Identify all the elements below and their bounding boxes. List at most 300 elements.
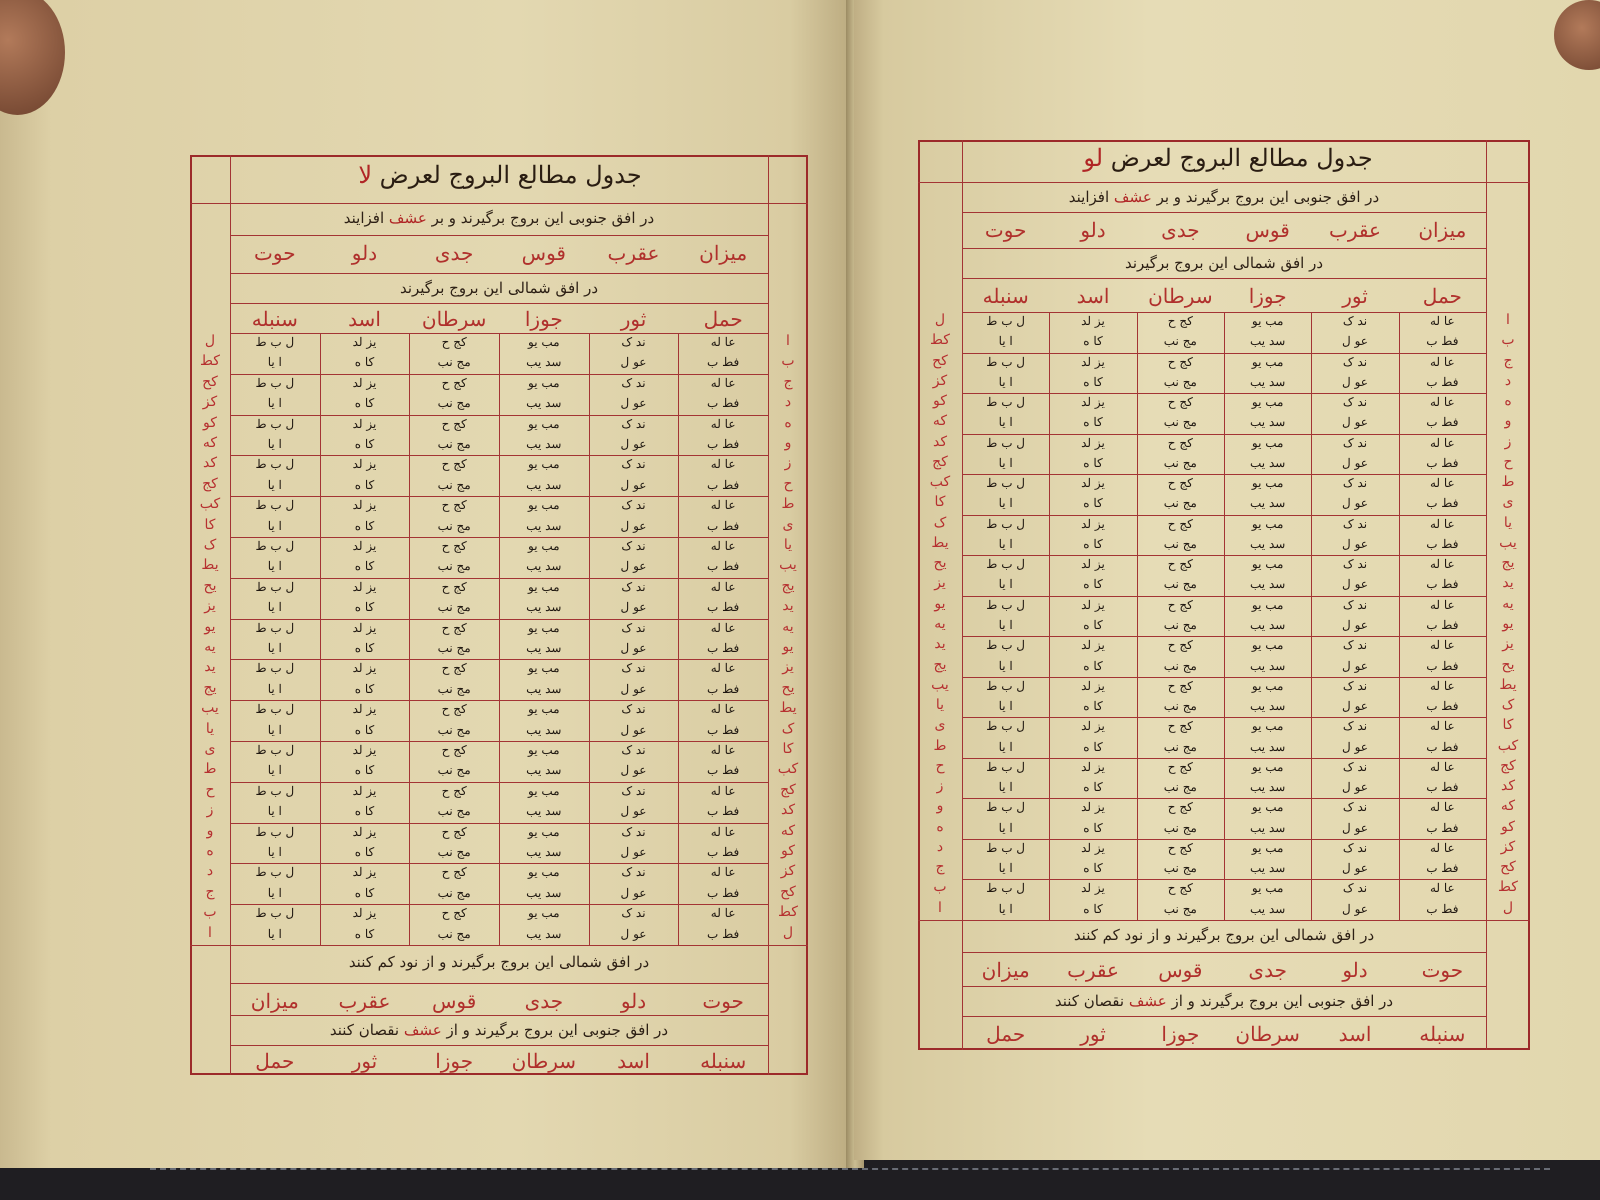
table-cell: فط ب	[1426, 699, 1459, 714]
table-cell: سد یب	[526, 600, 562, 615]
table-cell: ل ب ط	[986, 719, 1026, 734]
table-cell: ا یا	[267, 559, 282, 574]
table-cell: سد یب	[526, 518, 562, 533]
zodiac-sign-label: حوت	[1421, 958, 1464, 982]
table-cell: سد یب	[526, 845, 562, 859]
table-cell: کج ح	[1167, 435, 1193, 450]
degree-label: یه	[782, 618, 794, 635]
table-cell: ل ب ط	[255, 579, 295, 594]
table-cell: یز لد	[1081, 840, 1105, 855]
table-cell: مج نب	[437, 681, 471, 696]
zodiac-sign-label: اسد	[1076, 284, 1110, 308]
table-cell: یز لد	[1081, 597, 1105, 612]
zodiac-sign-label: قوس	[1245, 218, 1290, 242]
table-cell: مج نب	[437, 355, 471, 370]
table-cell: مب یو	[1251, 516, 1284, 531]
table-cell: ل ب ط	[986, 881, 1026, 896]
table-title: جدول مطالع البروج لعرض لا	[358, 161, 642, 189]
table-cell: ل ب ط	[986, 516, 1026, 531]
zodiac-sign-label: جوزا	[1248, 284, 1287, 308]
degree-label: کح	[932, 352, 948, 369]
table-cell: کا ه	[354, 804, 375, 819]
table-cell: یز لد	[1081, 314, 1105, 328]
table-cell: فط ب	[707, 600, 740, 615]
table-cell: کا ه	[1083, 415, 1103, 430]
degree-label: ز	[206, 802, 214, 819]
table-cell: ا یا	[267, 396, 282, 411]
table-cell: عا له	[1429, 354, 1455, 369]
degree-label: کح	[1500, 859, 1516, 876]
table-cell: ا یا	[998, 658, 1013, 673]
zodiac-sign-label: ثور	[620, 307, 647, 331]
zodiac-sign-label: قوس	[521, 241, 566, 265]
table-cell: مب یو	[1251, 476, 1284, 491]
table-cell: ل ب ط	[986, 557, 1026, 572]
table-cell: مب یو	[528, 743, 560, 757]
table-cell: مج نب	[1163, 455, 1197, 470]
table-cell: ا یا	[998, 334, 1013, 349]
table-cell: ل ب ط	[255, 906, 295, 921]
table-cell: ل ب ط	[255, 865, 295, 880]
table-cell: ا یا	[998, 374, 1013, 389]
table-cell: ا یا	[267, 722, 282, 737]
table-cell: کج ح	[1167, 881, 1193, 896]
table-cell: عو ل	[1342, 334, 1368, 349]
thumb-left	[0, 0, 65, 115]
table-cell: کا ه	[1083, 577, 1103, 592]
table-cell: ل ب ط	[255, 375, 295, 390]
degree-label: یو	[204, 618, 216, 635]
table-cell: یز لد	[1081, 354, 1105, 369]
table-cell: ل ب ط	[255, 783, 295, 798]
table-cell: یز لد	[1081, 638, 1105, 653]
table-cell: فط ب	[1426, 861, 1459, 876]
table-cell: یز لد	[1081, 759, 1105, 774]
degree-label: کد	[1500, 778, 1515, 795]
table-cell: سد یب	[1250, 536, 1286, 551]
left-table	[190, 155, 808, 1075]
degree-label: یح	[933, 555, 947, 572]
degree-label: یج	[933, 656, 947, 673]
degree-label: کو	[933, 393, 947, 410]
degree-label: که	[1500, 798, 1516, 815]
table-cell: ند ک	[1342, 759, 1368, 774]
degree-label: کو	[1501, 818, 1515, 835]
table-cell: مج نب	[1163, 861, 1197, 876]
right-margin-degrees	[768, 333, 808, 945]
table-cell: مب یو	[1251, 719, 1284, 734]
table-cell: کج ح	[1167, 759, 1193, 774]
bottom-caption-south: در افق جنوبی این بروج برگیرند و از عشف نقصان کنند	[329, 1021, 669, 1039]
table-cell: مج نب	[437, 600, 471, 615]
table-cell: مج نب	[437, 926, 471, 941]
table-cell: ند ک	[621, 375, 646, 390]
table-cell: عو ل	[620, 845, 647, 859]
table-cell: مب یو	[528, 579, 560, 594]
degree-label: کد	[202, 455, 217, 472]
degree-label: کو	[203, 414, 217, 431]
table-cell: عا له	[710, 620, 736, 635]
table-cell: ل ب ط	[986, 435, 1026, 450]
table-cell: ل ب ط	[986, 759, 1026, 774]
table-cell: فط ب	[1426, 780, 1459, 795]
degree-label: یب	[779, 557, 797, 574]
table-cell: سد یب	[526, 926, 562, 941]
table-cell: عو ل	[620, 763, 647, 778]
table-cell: عو ل	[620, 885, 647, 900]
zodiac-sign-label: حمل	[986, 1022, 1026, 1046]
table-cell: ند ک	[621, 865, 646, 880]
table-cell: کج ح	[1167, 800, 1193, 815]
degree-label: کد	[932, 433, 947, 450]
table-cell: مب یو	[1251, 395, 1284, 410]
table-cell: فط ب	[1426, 739, 1459, 754]
degree-label: و	[206, 822, 214, 839]
degree-label: ج	[205, 883, 215, 900]
zodiac-sign-label: حوت	[702, 989, 744, 1013]
table-cell: ند ک	[1342, 597, 1368, 612]
table-cell: ا یا	[998, 699, 1013, 714]
table-cell: یز لد	[352, 824, 377, 839]
degree-label: یا	[935, 697, 945, 714]
table-cell: ا یا	[998, 780, 1013, 795]
table-cell: عا له	[1429, 678, 1455, 693]
table-cell: یز لد	[352, 416, 377, 431]
table-cell: کا ه	[354, 641, 375, 655]
data-grid	[230, 333, 768, 945]
degree-label: کز	[202, 394, 218, 411]
table-cell: یز لد	[1081, 516, 1105, 531]
table-cell: کا ه	[354, 518, 375, 533]
table-cell: ند ک	[1342, 516, 1368, 531]
degree-label: ا	[938, 899, 942, 916]
table-cell: ل ب ط	[255, 416, 295, 431]
zodiac-sign-label: حوت	[984, 218, 1027, 242]
right-margin-degrees	[1486, 312, 1530, 920]
table-cell: مج نب	[1163, 334, 1197, 349]
table-cell: کج ح	[441, 824, 467, 839]
bottom-caption-north: در افق شمالی این بروج برگیرند و از نود کم کنند	[348, 953, 650, 971]
degree-label: کا	[204, 516, 216, 533]
table-cell: سد یب	[526, 437, 562, 451]
table-cell: سد یب	[526, 722, 562, 737]
table-cell: ل ب ط	[255, 335, 295, 349]
degree-label: ط	[781, 496, 795, 513]
degree-label: کب	[929, 474, 951, 491]
table-cell: عو ل	[1342, 658, 1368, 673]
degree-label: یج	[781, 577, 795, 594]
table-cell: سد یب	[526, 804, 562, 819]
table-cell: کج ح	[441, 702, 467, 717]
table-cell: کج ح	[441, 375, 467, 390]
table-cell: کا ه	[354, 763, 375, 778]
degree-label: ید	[1502, 575, 1514, 592]
table-cell: سد یب	[1250, 820, 1286, 835]
degree-label: ج	[1503, 352, 1513, 369]
table-cell: فط ب	[1426, 374, 1459, 389]
table-cell: یز لد	[1081, 719, 1105, 734]
table-cell: ل ب ط	[255, 661, 295, 676]
table-cell: عو ل	[1342, 618, 1368, 632]
table-cell: عا له	[1429, 759, 1455, 774]
table-cell: ند ک	[621, 702, 646, 717]
table-cell: کج ح	[1167, 678, 1193, 693]
table-cell: عو ل	[1342, 577, 1368, 592]
table-cell: ل ب ط	[255, 498, 295, 513]
table-cell: عا له	[1429, 800, 1455, 815]
table-cell: مج نب	[1163, 658, 1197, 673]
degree-label: کح	[780, 883, 796, 900]
table-cell: مب یو	[1251, 881, 1284, 896]
table-cell: فط ب	[707, 355, 740, 370]
degree-label: یب	[201, 700, 219, 717]
south-sign-row	[230, 243, 768, 263]
degree-label: یز	[204, 598, 216, 615]
degree-label: ب	[933, 879, 947, 896]
table-cell: سد یب	[1250, 901, 1286, 916]
zodiac-sign-label: حمل	[703, 307, 743, 331]
degree-label: ه	[206, 843, 214, 859]
degree-label: یح	[1501, 656, 1515, 673]
table-cell: ل ب ط	[986, 314, 1026, 328]
table-cell: یز لد	[1081, 678, 1105, 693]
table-cell: ند ک	[1342, 638, 1368, 653]
table-cell: سد یب	[526, 763, 562, 778]
table-cell: ل ب ط	[986, 354, 1026, 369]
bottom-sign-row-1	[962, 960, 1486, 980]
zodiac-sign-label: دلو	[351, 241, 378, 265]
north-sign-row	[962, 286, 1486, 306]
table-cell: فط ب	[1426, 455, 1459, 470]
table-cell: فط ب	[707, 722, 740, 737]
degree-label: یه	[1502, 595, 1514, 612]
table-cell: کج ح	[441, 498, 467, 513]
table-cell: کا ه	[354, 885, 375, 900]
table-cell: سد یب	[1250, 374, 1286, 389]
zodiac-sign-label: میزان	[1418, 218, 1467, 242]
degree-label: ح	[935, 757, 945, 774]
table-cell: ا یا	[267, 681, 282, 696]
table-cell: سد یب	[526, 559, 562, 574]
table-cell: سد یب	[1250, 618, 1286, 632]
degree-label: ی	[934, 717, 946, 734]
table-cell: عا له	[1429, 516, 1455, 531]
table-cell: ا یا	[998, 415, 1013, 430]
zodiac-sign-label: جوزا	[435, 1049, 474, 1073]
table-cell: یز لد	[352, 743, 377, 757]
table-cell: ند ک	[1342, 557, 1368, 572]
table-cell: عا له	[710, 579, 736, 594]
table-cell: عا له	[710, 375, 736, 390]
table-cell: کا ه	[354, 681, 375, 696]
degree-label: که	[780, 822, 796, 839]
zodiac-sign-label: سنبله	[982, 284, 1029, 308]
table-cell: کج ح	[441, 579, 467, 594]
table-cell: سد یب	[1250, 496, 1286, 511]
table-cell: مب یو	[528, 620, 560, 635]
table-cell: مج نب	[437, 804, 471, 819]
table-cell: عو ل	[620, 600, 647, 615]
table-cell: فط ب	[1426, 496, 1459, 511]
table-cell: عا له	[710, 539, 736, 553]
table-cell: ا یا	[998, 618, 1013, 632]
zodiac-sign-label: ثور	[1080, 1022, 1106, 1046]
degree-label: و	[1504, 413, 1512, 430]
right-page	[854, 0, 1600, 1160]
table-cell: کا ه	[354, 722, 375, 737]
degree-label: یز	[1502, 636, 1514, 653]
table-cell: عو ل	[620, 396, 647, 411]
zodiac-sign-label: جدی	[524, 989, 564, 1013]
table-cell: فط ب	[707, 681, 740, 696]
table-cell: عا له	[710, 335, 736, 349]
table-cell: سد یب	[1250, 780, 1286, 795]
table-cell: ا یا	[267, 845, 282, 859]
table-cell: کا ه	[1083, 658, 1103, 673]
table-cell: ل ب ط	[255, 620, 295, 635]
degree-label: یه	[934, 616, 946, 632]
table-cell: کا ه	[354, 559, 375, 574]
table-cell: فط ب	[707, 926, 740, 941]
degree-label: یح	[203, 577, 217, 594]
table-cell: ند ک	[621, 416, 646, 431]
bottom-caption-south: در افق جنوبی این بروج برگیرند و از عشف نقصان کنند	[1054, 992, 1394, 1010]
table-cell: عو ل	[620, 641, 647, 655]
table-cell: فط ب	[1426, 415, 1459, 430]
degree-label: یا	[783, 537, 793, 553]
zodiac-sign-label: جوزا	[1161, 1022, 1200, 1046]
table-cell: عو ل	[1342, 415, 1368, 430]
table-cell: کج ح	[441, 539, 467, 553]
table-cell: ل ب ط	[986, 476, 1026, 491]
table-cell: مب یو	[1251, 354, 1284, 369]
degree-label: و	[784, 435, 792, 451]
table-cell: ا یا	[267, 885, 282, 900]
left-margin-degrees	[918, 312, 962, 920]
degree-label: ک	[203, 537, 217, 553]
table-cell: عا له	[1429, 719, 1455, 734]
zodiac-sign-label: دلو	[620, 989, 647, 1013]
degree-label: یز	[782, 659, 794, 676]
table-cell: کا ه	[1083, 699, 1103, 714]
table-cell: مج نب	[1163, 739, 1197, 754]
table-cell: مج نب	[1163, 699, 1197, 714]
table-cell: مج نب	[1163, 618, 1197, 632]
degree-label: ه	[1504, 393, 1512, 410]
table-cell: مب یو	[528, 783, 560, 798]
degree-label: کب	[777, 761, 799, 778]
table-cell: کا ه	[1083, 536, 1103, 551]
zodiac-sign-label: حمل	[255, 1049, 295, 1073]
table-cell: فط ب	[707, 559, 740, 574]
table-cell: سد یب	[1250, 658, 1286, 673]
table-cell: ل ب ط	[986, 395, 1026, 410]
table-cell: مج نب	[437, 477, 471, 492]
table-cell: عو ل	[1342, 820, 1368, 835]
table-cell: کج ح	[1167, 395, 1193, 410]
table-cell: ند ک	[621, 498, 646, 513]
table-cell: مب یو	[528, 661, 560, 676]
zodiac-sign-label: حوت	[254, 241, 296, 265]
degree-label: ز	[936, 778, 944, 795]
degree-label: یز	[934, 575, 946, 592]
zodiac-sign-label: عقرب	[1067, 958, 1119, 982]
table-cell: عو ل	[620, 926, 647, 941]
table-cell: عا له	[1429, 597, 1455, 612]
table-cell: مج نب	[1163, 415, 1197, 430]
table-cell: ند ک	[621, 824, 646, 839]
table-cell: عو ل	[620, 477, 647, 492]
table-cell: ا یا	[998, 820, 1013, 835]
table-cell: مب یو	[1251, 597, 1284, 612]
table-cell: ل ب ط	[255, 702, 295, 717]
table-cell: سد یب	[526, 396, 562, 411]
table-cell: یز لد	[352, 457, 377, 472]
table-cell: مب یو	[1251, 759, 1284, 774]
table-cell: ا یا	[267, 804, 282, 819]
table-cell: ا یا	[267, 763, 282, 778]
degree-label: کح	[202, 373, 218, 390]
table-cell: ا یا	[267, 926, 282, 941]
degree-label: کز	[932, 372, 948, 389]
table-cell: کا ه	[354, 600, 375, 615]
table-cell: مج نب	[437, 437, 471, 451]
table-cell: یز لد	[352, 539, 377, 553]
table-cell: یز لد	[352, 865, 377, 880]
table-cell: مب یو	[528, 702, 560, 717]
degree-label: د	[1504, 372, 1512, 389]
table-cell: عا له	[1429, 395, 1455, 410]
table-cell: فط ب	[1426, 334, 1459, 349]
degree-label: ک	[781, 720, 795, 737]
zodiac-sign-label: دلو	[1342, 958, 1368, 982]
table-cell: مب یو	[528, 375, 560, 390]
table-cell: یز لد	[352, 661, 377, 676]
table-cell: ند ک	[1342, 881, 1368, 896]
table-cell: مب یو	[1251, 435, 1284, 450]
table-cell: عا له	[1429, 840, 1455, 855]
table-cell: کا ه	[1083, 820, 1103, 835]
zodiac-sign-label: جدی	[434, 241, 474, 265]
degree-label: ط	[1501, 474, 1515, 491]
table-cell: ل ب ط	[986, 597, 1026, 612]
table-cell: کا ه	[1083, 374, 1103, 389]
table-cell: کا ه	[1083, 496, 1103, 511]
table-cell: مب یو	[1251, 314, 1284, 328]
table-cell: سد یب	[1250, 861, 1286, 876]
table-cell: عو ل	[1342, 901, 1368, 916]
table-cell: کج ح	[1167, 840, 1193, 855]
table-cell: ل ب ط	[255, 539, 295, 553]
degree-label: ل	[1502, 899, 1514, 916]
table-cell: عو ل	[1342, 780, 1368, 795]
table-cell: مج نب	[437, 396, 471, 411]
table-cell: کج ح	[1167, 597, 1193, 612]
table-cell: کج ح	[441, 661, 467, 676]
table-cell: عا له	[1429, 435, 1455, 450]
degree-label: کا	[934, 494, 946, 511]
degree-label: کد	[780, 802, 795, 819]
table-cell: ند ک	[1342, 476, 1368, 491]
degree-label: د	[784, 394, 792, 411]
table-cell: کا ه	[354, 355, 375, 370]
zodiac-sign-label: سنبله	[700, 1049, 747, 1073]
degree-label: کب	[199, 496, 221, 513]
table-cell: ند ک	[1342, 678, 1368, 693]
degree-label: یو	[1502, 616, 1514, 632]
table-cell: فط ب	[707, 396, 740, 411]
table-cell: مج نب	[437, 845, 471, 859]
